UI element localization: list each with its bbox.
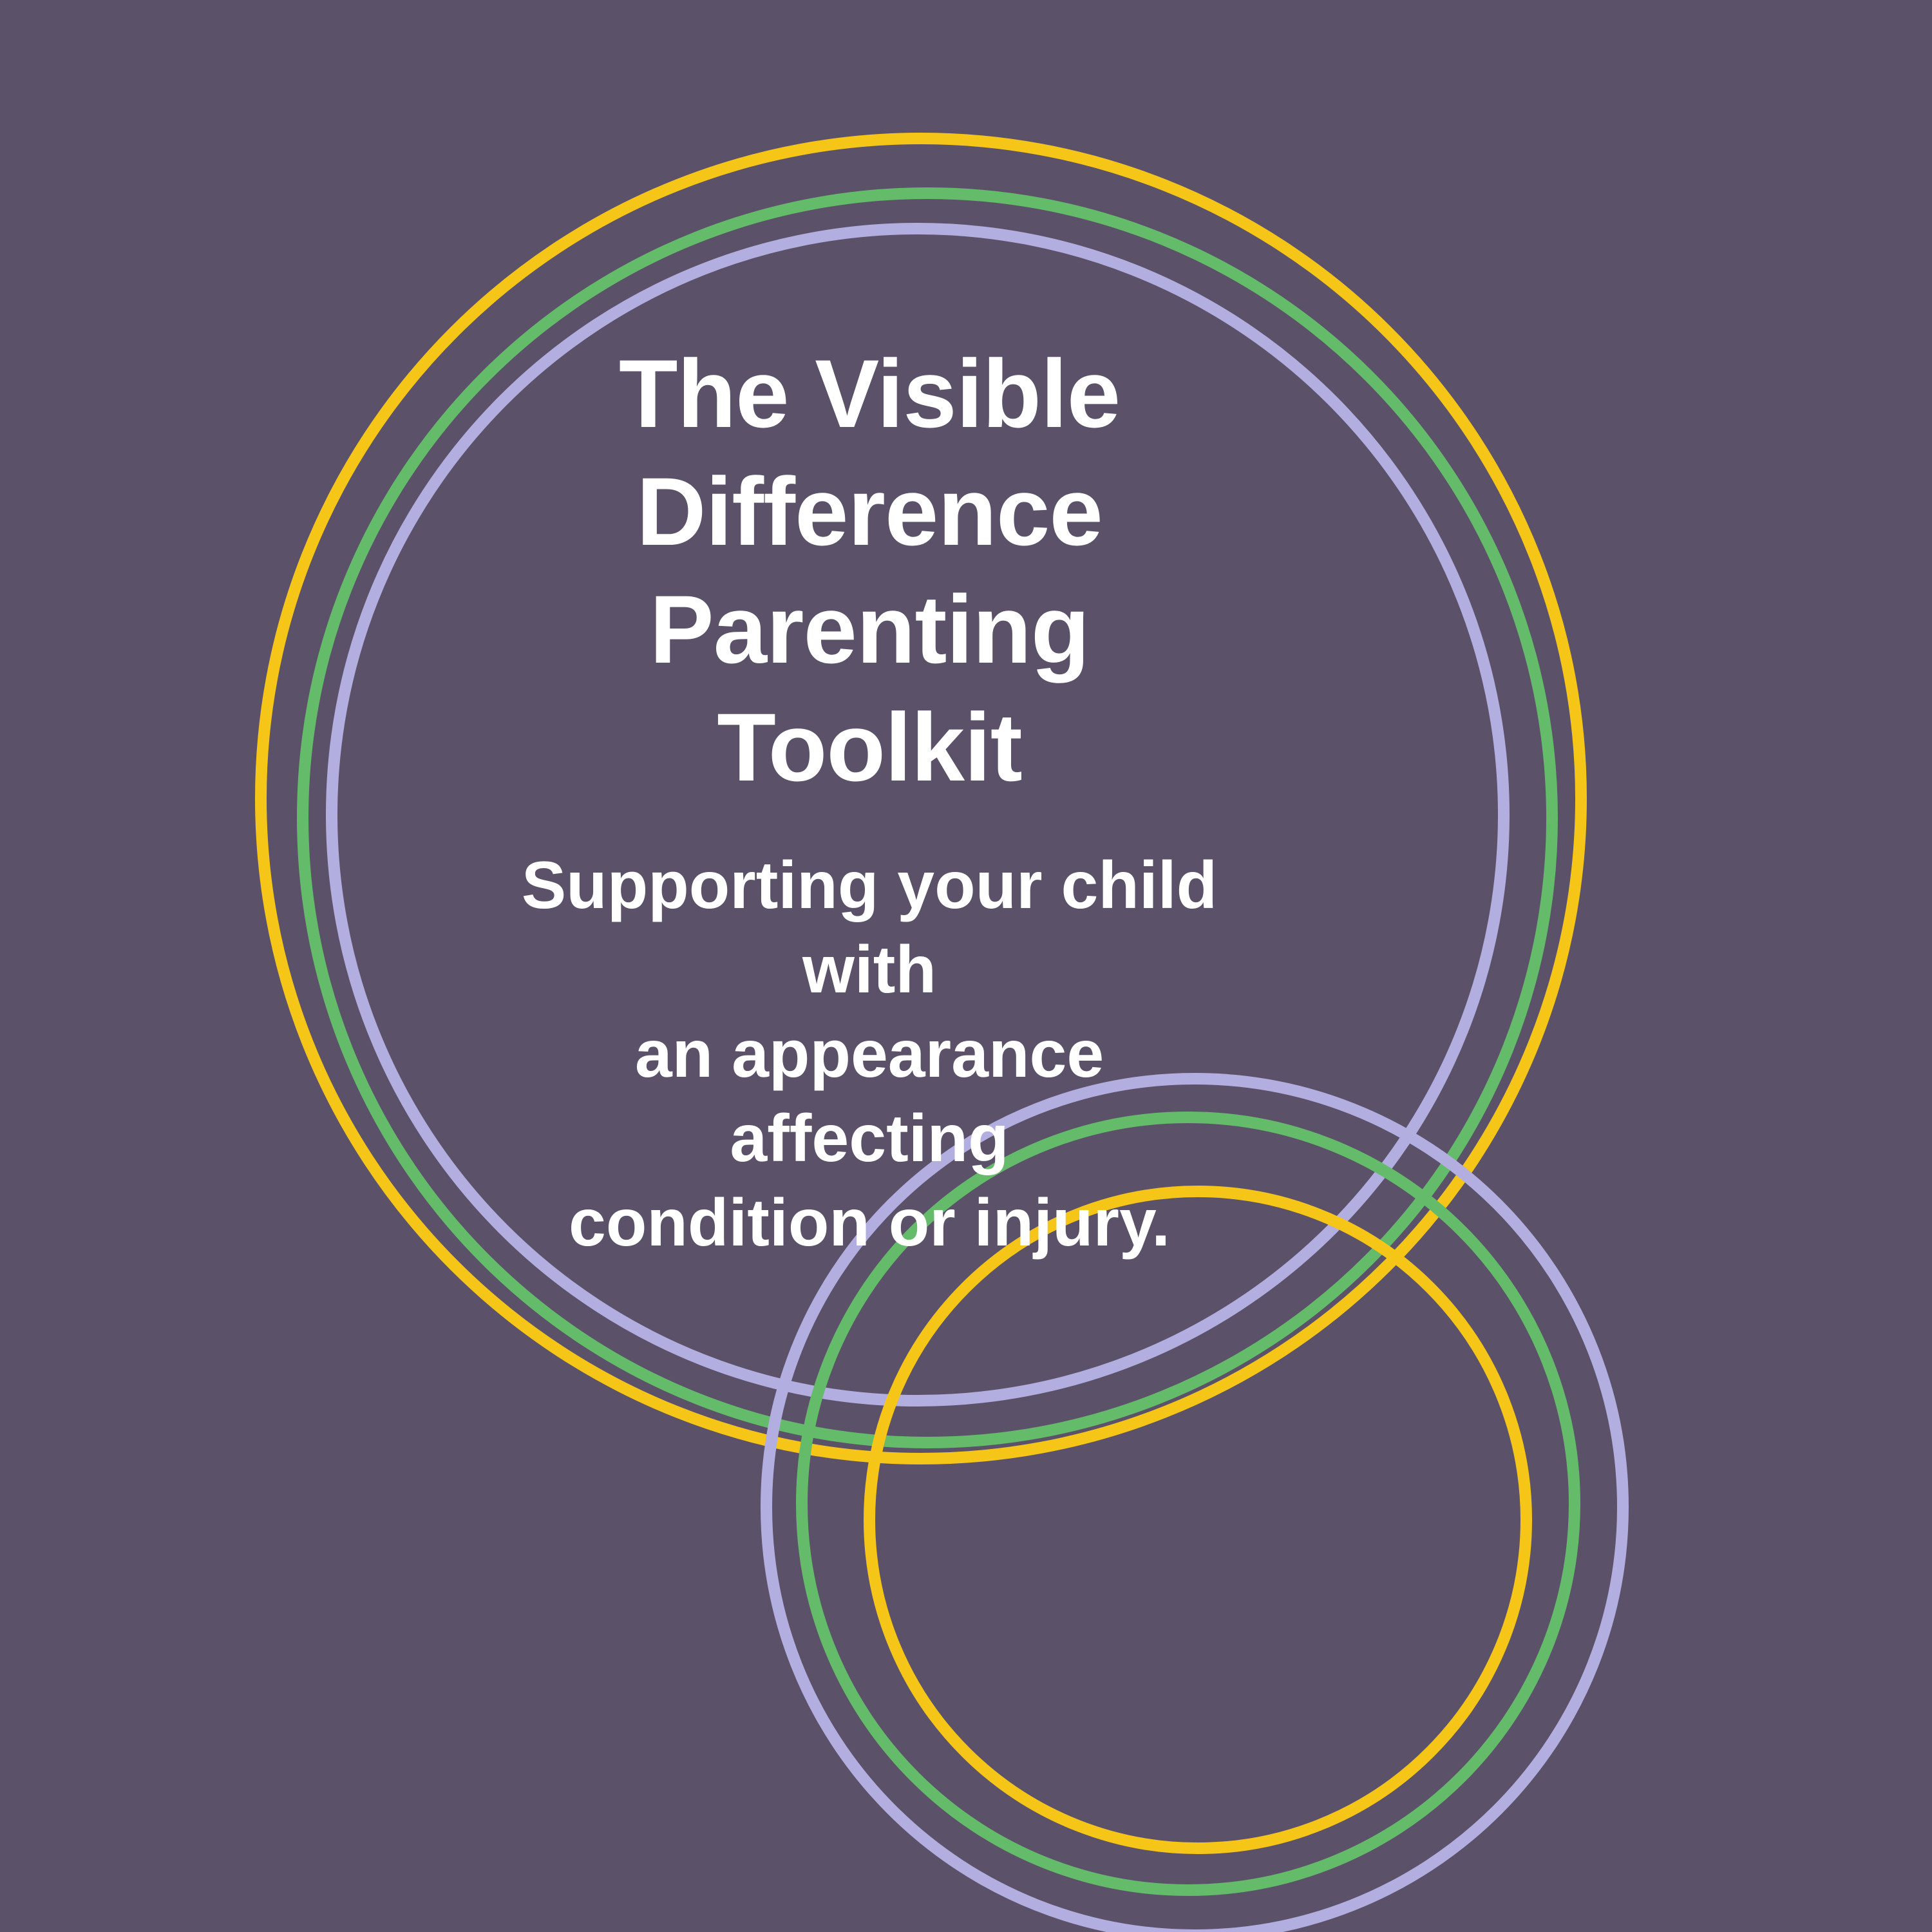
page-subtitle xyxy=(489,844,1249,1265)
small-yellow-ring xyxy=(869,1191,1526,1848)
page-title-line-2: Difference xyxy=(636,457,1103,565)
page-title-line-3: Parenting Toolkit xyxy=(649,575,1090,801)
page-title xyxy=(489,335,1249,806)
page-title-line-1: The Visible xyxy=(618,339,1121,448)
page-subtitle-line-2: an appearance affecting xyxy=(634,1017,1104,1177)
page-subtitle-line-3: condition or injury. xyxy=(568,1186,1171,1261)
cover-text-block xyxy=(489,335,1249,1265)
page-subtitle-line-1: Supporting your child with xyxy=(521,848,1218,1008)
